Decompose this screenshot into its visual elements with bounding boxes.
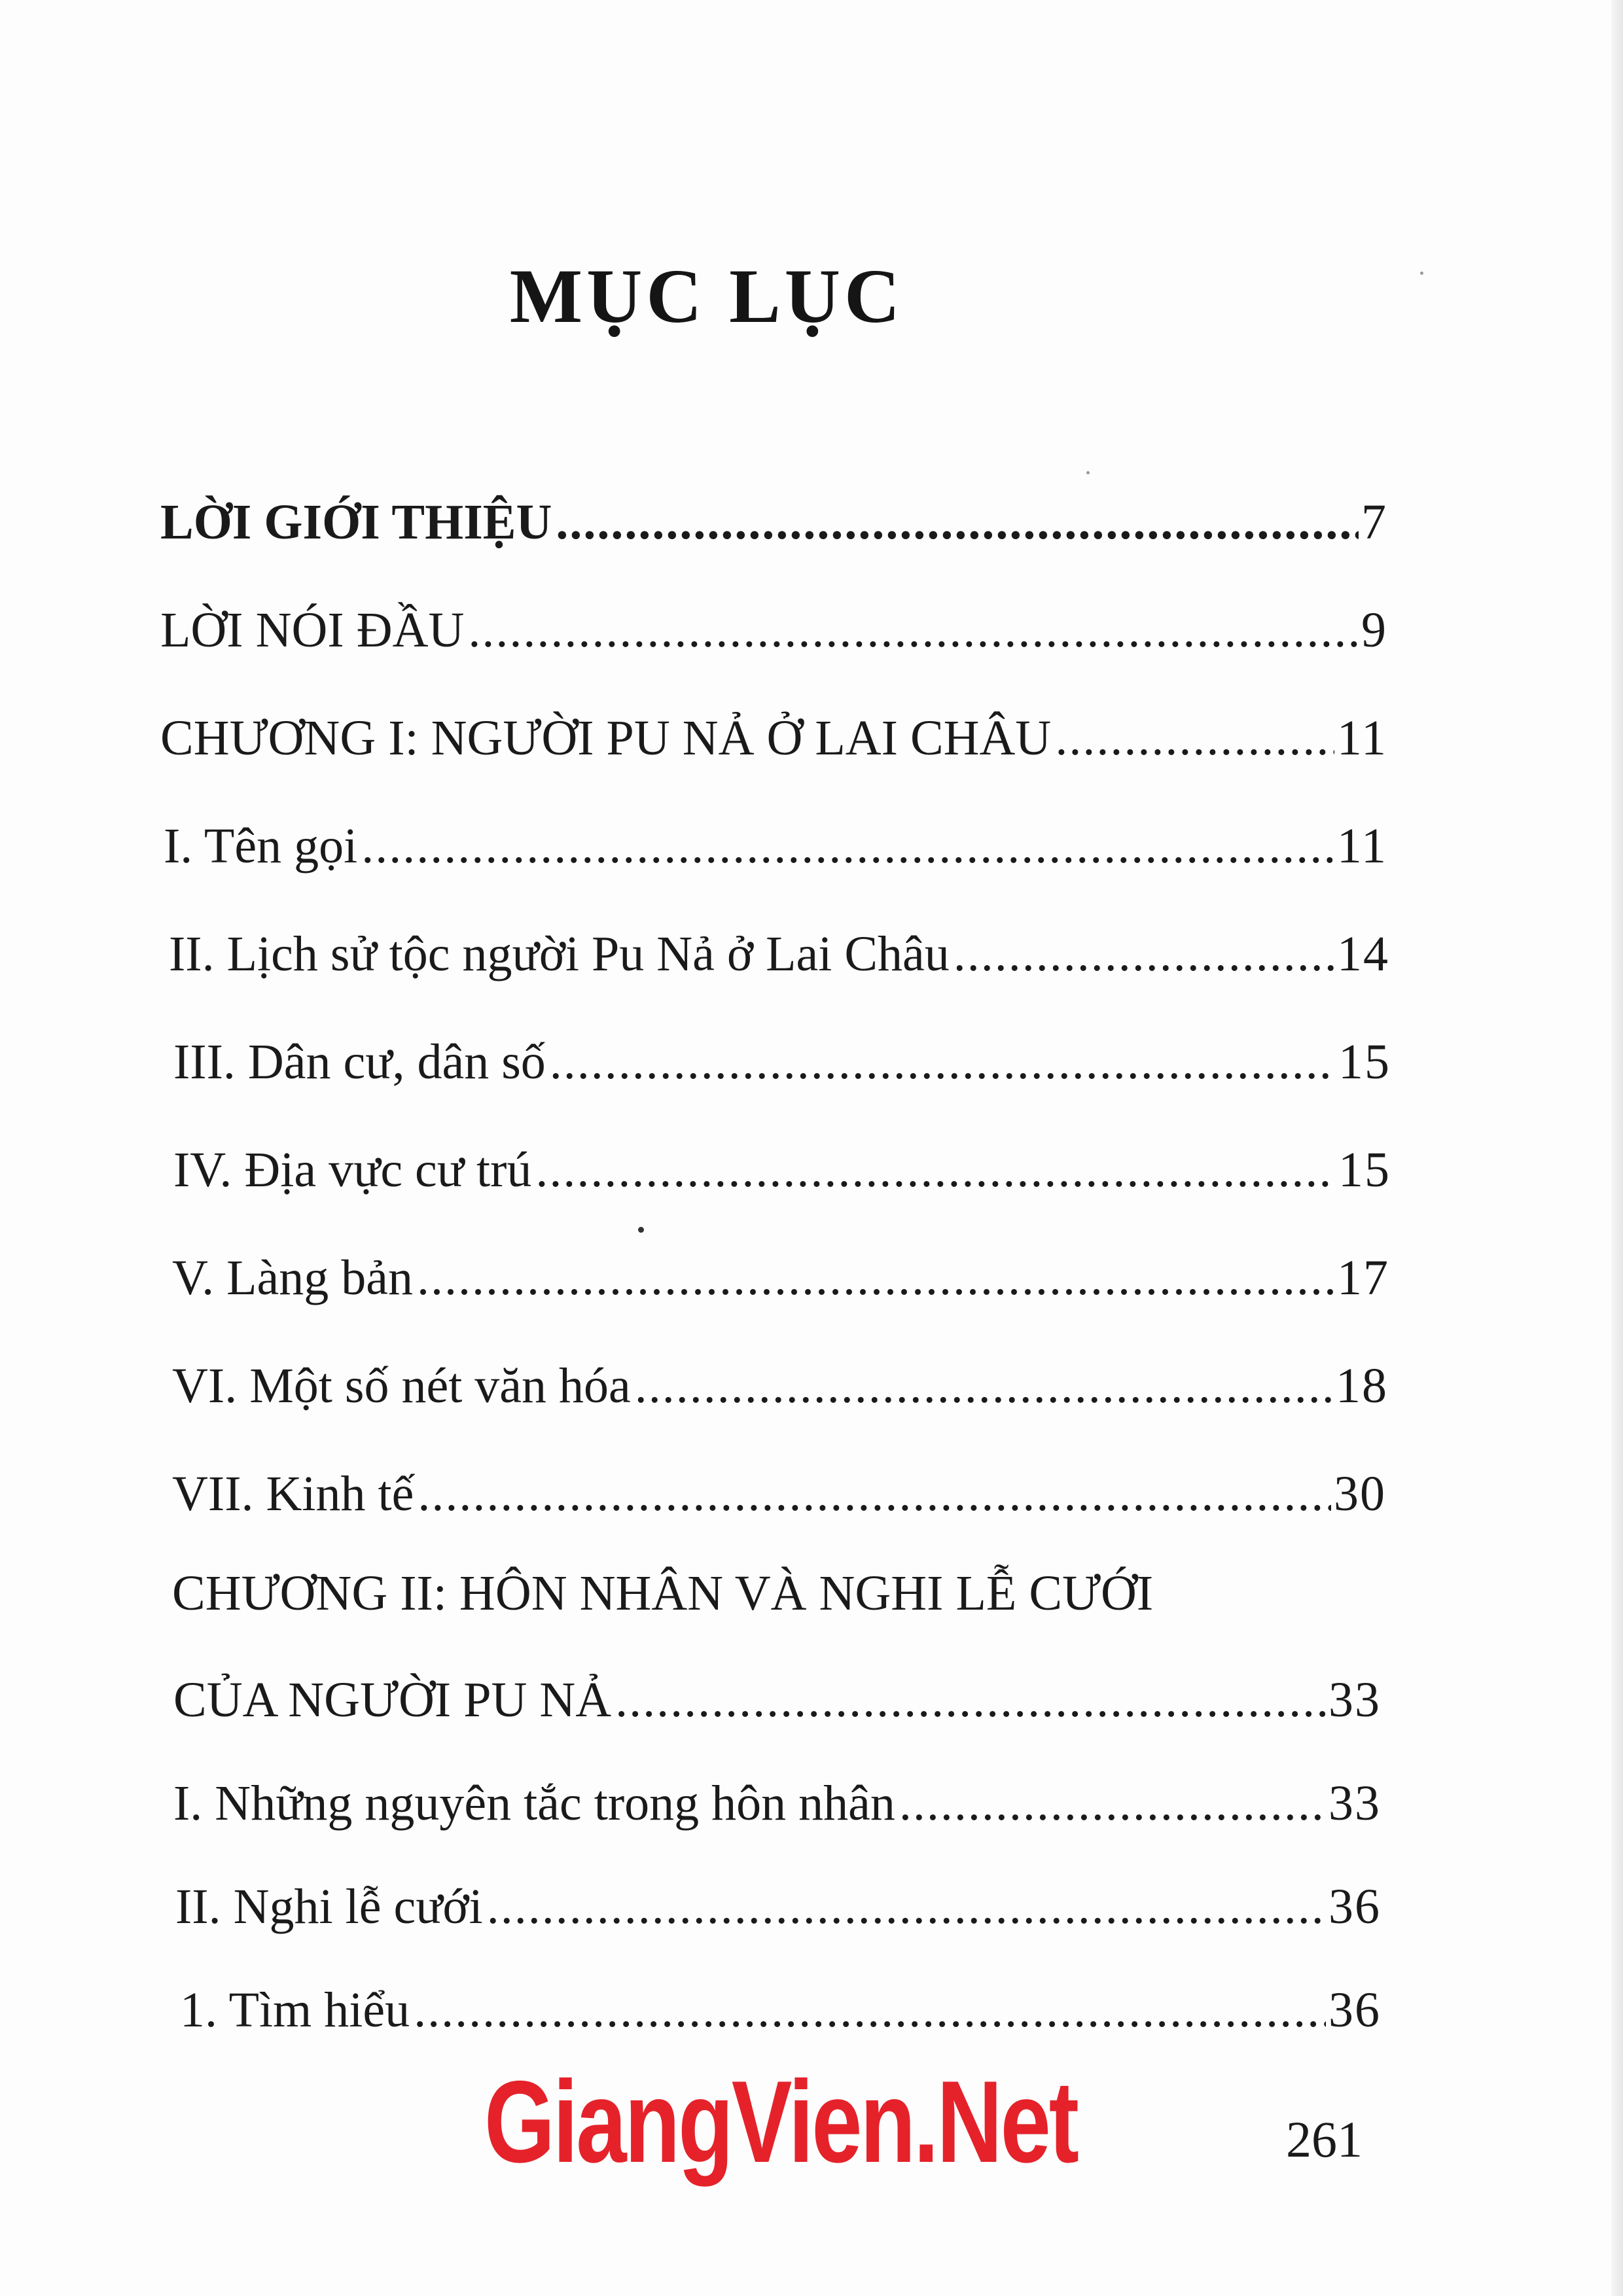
toc-entry-label: I. Tên gọi — [164, 819, 358, 874]
toc-entry-label: LỜI NÓI ĐẦU — [160, 603, 465, 658]
toc-entry — [164, 819, 1387, 874]
dot-leader — [414, 1985, 1326, 2035]
toc-entry-page: 15 — [1338, 1142, 1391, 1197]
dot-leader — [556, 497, 1359, 547]
toc-entry-page: 7 — [1361, 495, 1387, 550]
dot-leader — [468, 605, 1359, 655]
toc-entry — [160, 603, 1387, 658]
dot-leader — [417, 1253, 1334, 1303]
page-title: MỤC LỤC — [509, 253, 904, 339]
toc-entry — [172, 1466, 1386, 1521]
toc-chapter-heading — [172, 1566, 1154, 1621]
toc-entry-label: CHƯƠNG II: HÔN NHÂN VÀ NGHI LỄ CƯỚI — [172, 1566, 1154, 1621]
toc-entry-label: II. Nghi lễ cưới — [175, 1879, 483, 1934]
toc-entry — [172, 1250, 1389, 1305]
watermark-logo: GiangVien.Net — [484, 2057, 1077, 2187]
toc-entry — [160, 495, 1387, 550]
toc-entry-page: 9 — [1361, 603, 1387, 658]
dot-leader — [1055, 713, 1334, 763]
toc-entry — [160, 711, 1387, 766]
toc-entry-page: 18 — [1336, 1358, 1388, 1413]
dot-leader — [954, 929, 1334, 979]
toc-entry — [172, 1358, 1388, 1413]
toc-entry-label: III. Dân cư, dân số — [173, 1034, 546, 1089]
toc-entry-page: 17 — [1337, 1250, 1389, 1305]
toc-entry — [173, 1672, 1381, 1727]
toc-entry-label: LỜI GIỚI THIỆU — [160, 495, 552, 550]
scan-speck — [1420, 272, 1423, 275]
toc-entry-label: VII. Kinh tế — [172, 1466, 414, 1521]
toc-entry-label: 1. Tìm hiểu — [180, 1983, 410, 2038]
toc-entry — [175, 1879, 1381, 1934]
toc-entry-page: 33 — [1329, 1672, 1381, 1727]
toc-entry-page: 33 — [1329, 1776, 1381, 1831]
toc-entry-label: IV. Địa vực cư trú — [173, 1142, 532, 1197]
scan-speck — [638, 1227, 644, 1233]
dot-leader — [487, 1882, 1326, 1932]
toc-entry-label: V. Làng bản — [172, 1250, 413, 1305]
dot-leader — [361, 821, 1334, 871]
toc-entry-page: 11 — [1336, 711, 1387, 766]
toc-entry-label: CHƯƠNG I: NGƯỜI PU NẢ Ở LAI CHÂU — [160, 711, 1052, 766]
page-number: 261 — [1286, 2111, 1363, 2168]
toc-entry-page: 15 — [1338, 1034, 1391, 1089]
toc-entry-label: II. Lịch sử tộc người Pu Nả ở Lai Châu — [169, 927, 950, 981]
scan-speck — [1086, 471, 1090, 474]
dot-leader — [535, 1145, 1336, 1195]
toc-entry — [173, 1034, 1391, 1089]
page-edge-shadow — [1611, 0, 1623, 2296]
toc-entry-label: VI. Một số nét văn hóa — [172, 1358, 631, 1413]
dot-leader — [899, 1778, 1326, 1828]
dot-leader — [635, 1361, 1333, 1411]
toc-entry-page: 30 — [1334, 1466, 1386, 1521]
toc-entry-page: 11 — [1336, 819, 1387, 874]
toc-entry — [180, 1983, 1381, 2038]
toc-entry — [173, 1142, 1391, 1197]
toc-entry-label: CỦA NGƯỜI PU NẢ — [173, 1672, 612, 1727]
toc-entry-label: I. Những nguyên tắc trong hôn nhân — [173, 1776, 895, 1831]
dot-leader — [615, 1675, 1326, 1725]
toc-entry-page: 36 — [1329, 1879, 1381, 1934]
toc-entry — [173, 1776, 1381, 1831]
toc-entry — [169, 929, 1389, 979]
toc-entry-page: 36 — [1329, 1983, 1381, 2038]
toc-entry-page: 14 — [1337, 927, 1389, 981]
dot-leader — [418, 1469, 1331, 1519]
dot-leader — [550, 1037, 1336, 1087]
